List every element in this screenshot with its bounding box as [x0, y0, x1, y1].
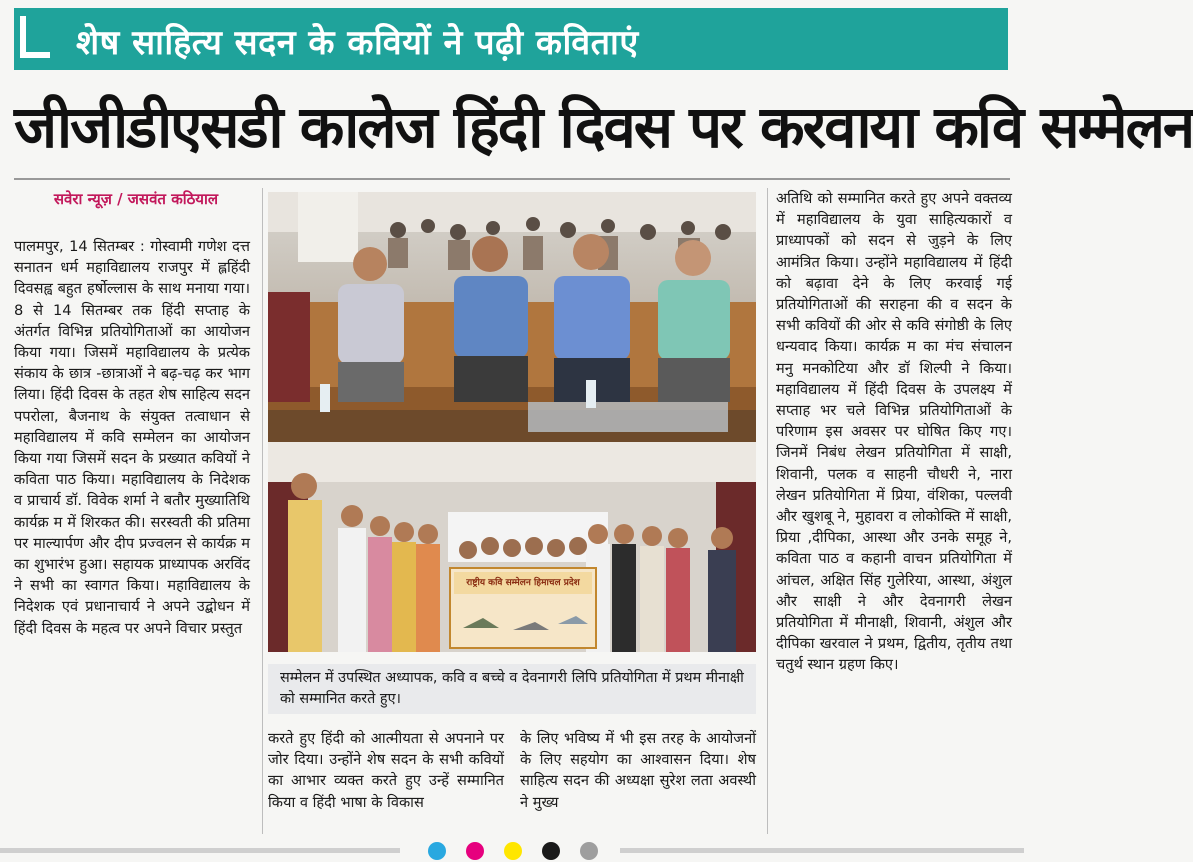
print-registration-strip	[0, 838, 1024, 862]
footer-bar	[620, 848, 1024, 853]
black-registration-dot-icon	[542, 842, 560, 860]
cyan-registration-dot-icon	[428, 842, 446, 860]
kicker-banner	[14, 8, 1008, 70]
footer-bar	[0, 848, 400, 853]
headline: जीजीडीएसडी कालेज हिंदी दिवस पर करवाया कवि सम्मेलन	[14, 93, 1193, 161]
byline: सवेरा न्यूज़ / जसवंत कठियाल	[53, 190, 219, 208]
banner-text: राष्ट्रीय कवि सम्मेलन हिमाचल प्रदेश	[466, 578, 580, 588]
group-photo	[268, 442, 756, 652]
column-divider	[767, 188, 768, 834]
article-column-2: करते हुए हिंदी को आत्मीयता से अपनाने पर जोर दिया। उन्होंने शेष सदन के सभी कवियों का आभार व्यक्त करते हुए उन्हें सम्मानित किया व हिंदी भाषा के विकास	[268, 730, 504, 811]
grey-registration-dot-icon	[580, 842, 598, 860]
corner-bracket-icon	[20, 16, 50, 58]
article-column-4: अतिथि को सम्मानित करते हुए अपने वक्तव्य में महाविद्यालय के युवा साहित्यकारों व प्राध्यापकों को सदन से जुड़ने के लिए आमंत्रित किया। उन्होंने महाविद्यालय में हिंदी को बढ़ावा देने के लिए करवाई गई प्रतियोगिताओं की सराहना की व सदन के सभी कवियों की ओर से कवि संगोष्ठी के लिए धन्यवाद किया। कार्यक्र म का मंच संचालन मनु मनकोटिया और डॉ शिल्पी ने किया। महाविद्यालय में हिंदी दिवस के उपलक्ष्य में सप्ताह भर चले विभिन्न प्रतियोगिताओं के परिणाम इस अवसर पर घोषित किए गए। जिनमें निबंध लेखन प्रतियोगिता में साक्षी, शिवानी, पलक व साहनी चौधरी ने, नारा लेखन प्रतियोगिता में प्रिया, वंशिका, पल्लवी और खुशबू ने, मुहावरा व लोकोक्ति में साक्षी, प्रिया ,दीपिका, आस्था और उनके समूह ने, कविता पाठ व कहानी वाचन प्रतियोगिता में आंचल, अक्षित सिंह गुलेरिया, आस्था, अंशुल और साक्षी ने और देवनागरी लेखन प्रतियोगिता में मीनाक्षी, शिवानी, अंशुल और दीपिका खरवाल ने प्रथम, द्वितीय, तृतीय तथा चतुर्थ स्थान ग्रहण किए।	[776, 190, 1012, 674]
photo-caption: सम्मेलन में उपस्थित अध्यापक, कवि व बच्चे व देवनागरी लिपि प्रतियोगिता में प्रथम मीनाक्षी को सम्मानित करते हुए।	[268, 664, 756, 714]
dignitaries-photo	[268, 192, 756, 442]
headline-rule	[14, 178, 1010, 180]
article-column-3: के लिए भविष्य में भी इस तरह के आयोजनों के लिए सहयोग का आश्वासन दिया। शेष साहित्य सदन की अध्यक्षा सुरेश लता अवस्थी ने मुख्य	[520, 730, 756, 811]
column-divider	[262, 188, 263, 834]
magenta-registration-dot-icon	[466, 842, 484, 860]
yellow-registration-dot-icon	[504, 842, 522, 860]
kicker-text: शेष साहित्य सदन के कवियों ने पढ़ी कविताएं	[76, 23, 639, 63]
article-column-1: पालमपुर, 14 सितम्बर : गोस्वामी गणेश दत्त सनातन धर्म महाविद्यालय राजपुर में ह्लहिंदी दिवसह्व बहुत हर्षोल्लास के साथ मनाया गया। 8 से 14 सितम्बर तक हिंदी सप्ताह के अंतर्गत विभिन्न प्रतियोगिताओं का आयोजन किया गया। जिसमें महाविद्यालय के प्रत्येक संकाय के छात्र -छात्राओं ने बढ़-चढ़ कर भाग लिया। हिंदी दिवस के तहत शेष साहित्य सदन पपरोला, बैजनाथ के संयुक्त तत्वाधान से महाविद्यालय में कवि सम्मेलन का आयोजन किया गया जिसमें सदन के प्रख्यात कवियों ने कविता पाठ किया। महाविद्यालय के निदेशक व प्राचार्य डॉ. विवेक शर्मा ने बतौर मुख्यातिथि कार्यक्र म में शिरकत की। सरस्वती की प्रतिमा पर माल्यार्पण और दीप प्रज्वलन से कार्यक्र म का शुभारंभ हुआ। सहायक प्राध्यापक अरविंद ने सभी का स्वागत किया। महाविद्यालय के निदेशक एवं प्रधानाचार्य ने अपने उद्बोधन में हिंदी दिवस के महत्व पर अपने विचार प्रस्तुत	[14, 238, 250, 637]
